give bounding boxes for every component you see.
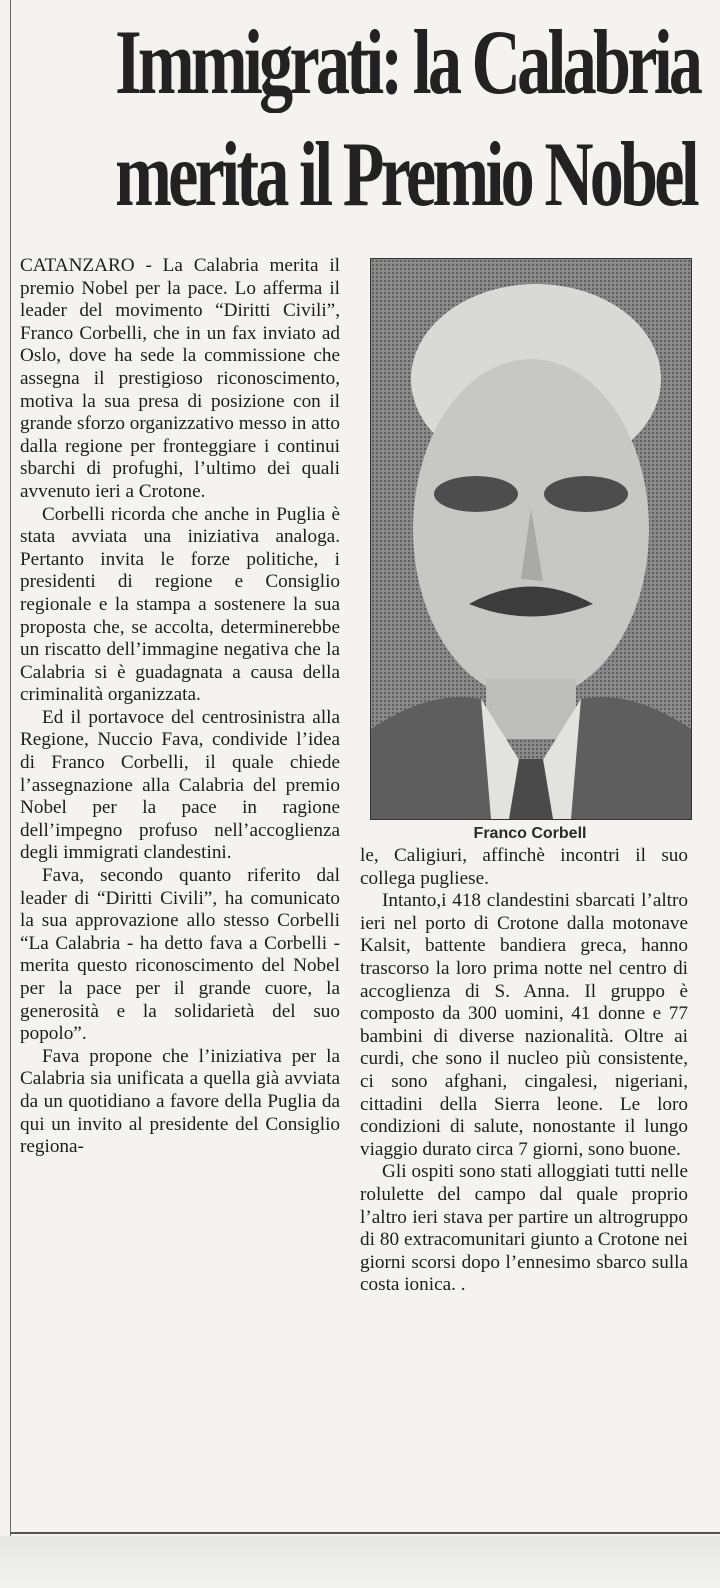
headline (28, 6, 698, 230)
headline-line-1: Immigrati: la Calabria (115, 11, 700, 113)
photo-caption: Franco Corbell (473, 825, 587, 842)
paragraph-5: Fava propone che l’iniziativa per la Calabria sia unificata a quella già avviata da un quotidiano a favore della Puglia da qui un invito al presidente del Consiglio regiona- (20, 1045, 340, 1158)
paragraph-2: Corbelli ricorda che anche in Puglia è stata avviata una iniziativa analoga. Pertanto invita le forze politiche, i presidenti di regione e Consiglio regionale e la stampa a sostenere la sua proposta che, se accolta, determinerebbe un riscatto dell’immagine negativa che la Calabria si è guadagnata a causa della criminalità organizzata. (20, 503, 340, 706)
paragraph-3: Ed il portavoce del centrosinistra alla Regione, Nuccio Fava, condivide l’idea di Franco Corbelli, il quale chiede l’assegnazione alla Calabria del premio Nobel per la pace in ragione dell’impegno profuso nell’accoglienza degli immigrati clandestini. (20, 706, 340, 864)
paragraph-7: Intanto,i 418 clandestini sbarcati l’altro ieri nel porto di Crotone dalla motonave Kalsit, battente bandiera greca, hanno trascorso la loro prima notte nel centro di accoglienza di S. Anna. Il gruppo è composto da 300 uomini, 41 donne e 77 bambini di diverse nazionalità. Oltre ai curdi, che sono il nucleo più consistente, ci sono afghani, cingalesi, nigeriani, cittadini della Sierra leone. Le loro condizioni di salute, nonostante il lungo viaggio durato circa 7 giorni, sono buone. (360, 890, 688, 1160)
bottom-rule (10, 1532, 720, 1534)
portrait-photo (370, 258, 692, 820)
scan-margin (0, 1536, 720, 1588)
paragraph-1: CATANZARO - La Calabria merita il premio Nobel per la pace. Lo afferma il leader del movimento “Diritti Civili”, Franco Corbelli, che in un fax inviato ad Oslo, dove ha sede la commissione che assegna il prestigioso riconoscimento, motiva la sua presa di posizione con il grande sforzo organizzativo messo in atto dalla regione per fronteggiare i continui sbarchi di profughi, l’ultimo dei quali avvenuto ieri a Crotone. (20, 255, 340, 502)
headline-line-2: merita il Premio Nobel (115, 123, 697, 225)
paragraph-6: le, Caligiuri, affinchè incontri il suo collega pugliese. (360, 845, 688, 889)
clipping-left-edge (10, 0, 11, 1540)
paragraph-4: Fava, secondo quanto riferito dal leader di “Diritti Civili”, ha comunicato la sua approvazione allo stesso Corbelli “La Calabria - ha detto fava a Corbelli - merita questo riconoscimento del Nobel per la pace per il grande cuore, la generosità e la solidarietà del suo popolo”. (20, 865, 340, 1045)
paragraph-8: Gli ospiti sono stati alloggiati tutti nelle rolulette del campo dal quale proprio l’altro ieri stava per partire un altrogruppo di 80 extracomunitari giunto a Crotone nei giorni scorsi dopo l’ennesimo sbarco sulla costa ionica. . (360, 1161, 688, 1296)
article-right-column (360, 845, 688, 1297)
portrait-photo-icon (371, 259, 691, 819)
article-left-column (20, 255, 340, 1159)
